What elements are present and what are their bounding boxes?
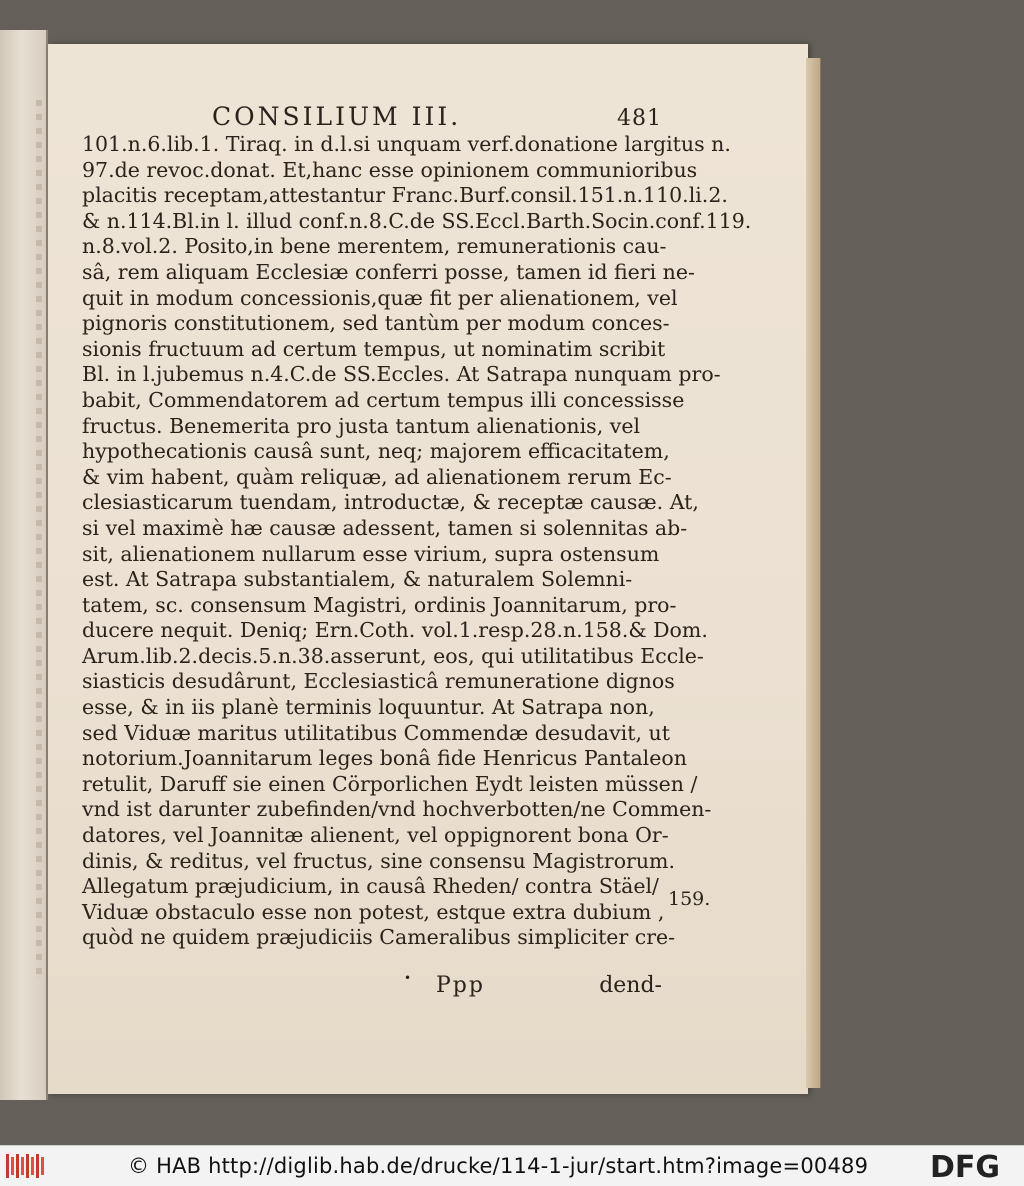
text-line: & vim habent, quàm reliquæ, ad alienationem rerum Ec-: [82, 464, 672, 489]
dfg-logo-text: DFG: [930, 1150, 1001, 1185]
text-line: sed Viduæ maritus utilitatibus Commendæ desudavit, ut: [82, 720, 670, 745]
page-number: 481: [617, 106, 662, 131]
text-line: 97.de revoc.donat. Et,hanc esse opinionem communioribus: [82, 157, 698, 182]
page-edge-shading: [36, 100, 42, 980]
running-title: CONSILIUM III.: [212, 102, 462, 131]
copyright-url[interactable]: © HAB http://diglib.hab.de/drucke/114-1-jur/start.htm?image=00489: [128, 1154, 869, 1178]
text-line: pignoris constitutionem, sed tantùm per modum conces-: [82, 311, 670, 336]
text-line: Arum.lib.2.decis.5.n.38.asserunt, eos, qui utilitatibus Eccle-: [82, 643, 704, 668]
text-line: notorium.Joannitarum leges bonâ fide Henricus Pantaleon: [82, 746, 687, 771]
text-line: fructus. Benemerita pro justa tantum alienationis, vel: [82, 413, 641, 438]
margin-note: 159.: [668, 888, 711, 910]
text-line: tatem, sc. consensum Magistri, ordinis Joannitarum, pro-: [82, 592, 677, 617]
dfg-logo-icon: [930, 1150, 1018, 1185]
text-line: babit, Commendatorem ad certum tempus illi concessisse: [82, 387, 685, 412]
page-stack-edge: [806, 58, 821, 1088]
footer-catchline: [404, 973, 662, 998]
text-line: n.8.vol.2. Posito,in bene merentem, remunerationis cau-: [82, 234, 667, 259]
previous-page-edge: [0, 30, 48, 1100]
text-line: sionis fructuum ad certum tempus, ut nominatim scribit: [82, 336, 666, 361]
hab-wolf-logo-icon: [6, 1151, 46, 1181]
text-line: si vel maximè hæ causæ adessent, tamen si solennitas ab-: [82, 515, 688, 540]
running-header: [212, 102, 662, 131]
text-line: & n.114.Bl.in l. illud conf.n.8.C.de SS.Eccl.Barth.Socin.conf.119.: [82, 208, 752, 233]
text-line: esse, & in iis planè terminis loquuntur. At Satrapa non,: [82, 695, 655, 720]
text-line: placitis receptam,attestantur Franc.Burf.consil.151.n.110.li.2.: [82, 183, 728, 208]
text-line: clesiasticarum tuendam, introductæ, & receptæ causæ. At,: [82, 490, 699, 515]
catchword: dend-: [599, 973, 662, 998]
bullet-mark: •: [404, 971, 412, 985]
text-line: 101.n.6.lib.1. Tiraq. in d.l.si unquam verf.donatione largitus n.: [82, 132, 731, 156]
text-line: vnd ist darunter zubefinden/vnd hochverbotten/ne Commen-: [82, 797, 712, 822]
text-line: sâ, rem aliquam Ecclesiæ conferri posse, tamen id fieri ne-: [82, 259, 695, 284]
viewer-footer-bar: [0, 1145, 1024, 1186]
text-line: Viduæ obstaculo esse non potest, estque extra dubium ,: [82, 899, 665, 924]
text-line: dinis, & reditus, vel fructus, sine consensu Magistrorum.: [82, 848, 676, 873]
text-line: quòd ne quidem præjudiciis Cameralibus simpliciter cre-: [82, 925, 676, 950]
text-line: ducere nequit. Deniq; Ern.Coth. vol.1.resp.28.n.158.& Dom.: [82, 618, 708, 643]
text-line: quit in modum concessionis,quæ fit per alienationem, vel: [82, 285, 678, 310]
text-line: Bl. in l.jubemus n.4.C.de SS.Eccles. At Satrapa nunquam pro-: [82, 362, 721, 387]
text-line: Allegatum præjudicium, in causâ Rheden/ contra Stäel/: [82, 874, 659, 899]
text-line: siasticis desudârunt, Ecclesiasticâ remuneratione dignos: [82, 669, 675, 694]
text-line: est. At Satrapa substantialem, & naturalem Solemni-: [82, 567, 633, 592]
text-line: retulit, Daruff sie einen Cörporlichen Eydt leisten müssen /: [82, 771, 698, 796]
signature-mark: Ppp: [436, 973, 485, 998]
text-line: hypothecationis causâ sunt, neq; majorem efficacitatem,: [82, 439, 670, 464]
text-line: datores, vel Joannitæ alienent, vel oppignorent bona Or-: [82, 823, 669, 848]
text-line: sit, alienationem nullarum esse virium, supra ostensum: [82, 541, 660, 566]
